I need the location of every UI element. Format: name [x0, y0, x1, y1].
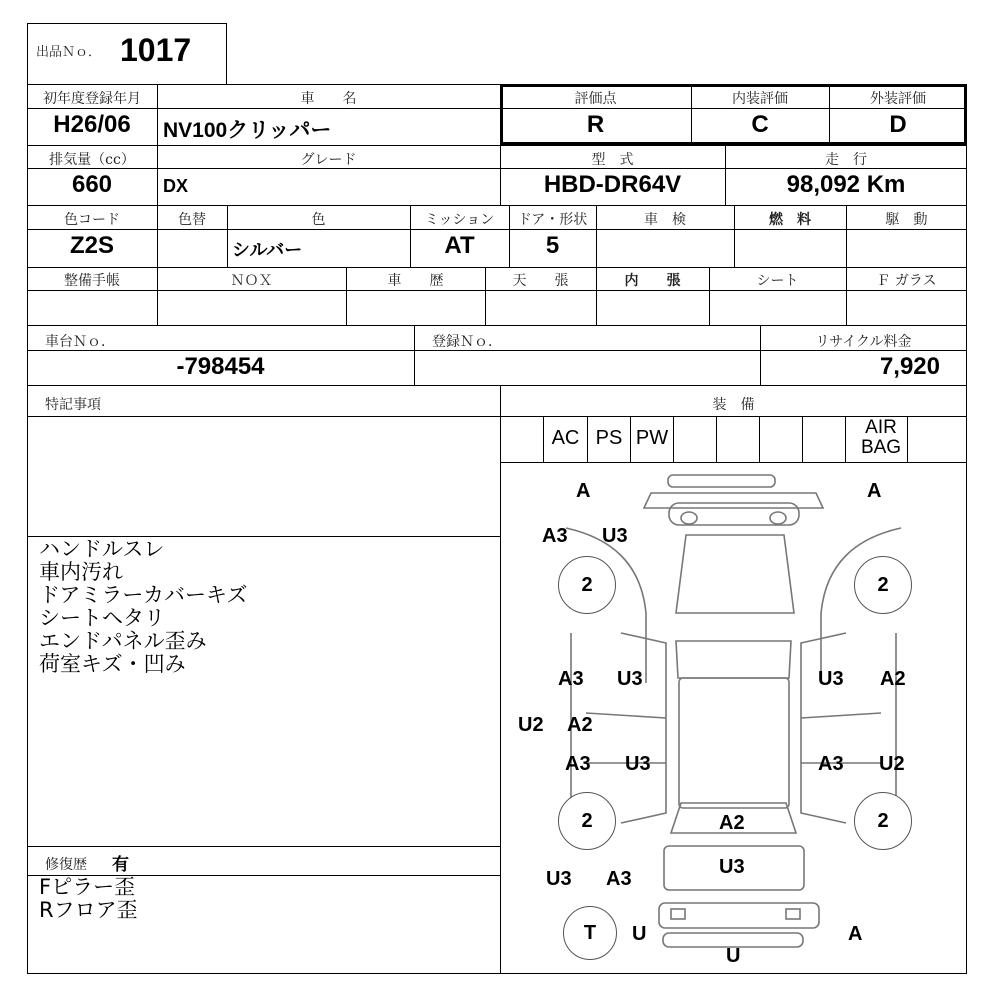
damage-mark: A2 [880, 668, 906, 690]
interior-label: 内装評価 [732, 91, 788, 107]
tire-spare: T [563, 906, 617, 960]
damage-mark: U2 [879, 753, 905, 775]
seat-label: シート [756, 273, 799, 289]
color-code-value: Z2S [69, 232, 114, 259]
grade-label: グレード [300, 152, 357, 168]
damage-mark: U2 [518, 714, 544, 736]
damage-mark: U3 [617, 668, 643, 690]
color-label: 色 [311, 212, 326, 228]
exterior-value: D [889, 111, 907, 138]
repair-label: 修復歴 [45, 857, 87, 873]
maintenance-label: 整備手帳 [64, 273, 120, 289]
nox-label: ＮＯＸ [230, 273, 273, 289]
damage-mark: U [726, 945, 741, 967]
equipment-airbag: AIR BAG [860, 417, 902, 458]
damage-mark: A3 [606, 868, 632, 890]
car-name-label: 車 名 [300, 91, 357, 107]
tire-rear-right: 2 [854, 792, 912, 850]
damage-mark: U3 [625, 753, 651, 775]
mileage-label: 走 行 [825, 152, 867, 168]
inspection-label: 車 検 [644, 212, 686, 228]
special-note-3: ドアミラーカバーキズ [39, 583, 248, 607]
damage-mark: A2 [719, 812, 745, 834]
fuel-label: 燃 料 [769, 212, 811, 228]
damage-mark: U3 [602, 525, 628, 547]
equipment-pw: PW [635, 427, 669, 449]
mission-label: ミッション [424, 212, 495, 228]
f-glass-label: Ｆ ガラス [876, 273, 937, 289]
damage-mark: A [576, 480, 591, 502]
tire-rear-left: 2 [558, 792, 616, 850]
exterior-label: 外装評価 [870, 91, 926, 107]
special-note-6: 荷室キズ・凹み [39, 652, 186, 676]
damage-mark: U3 [546, 868, 572, 890]
reg-no-label: 登録Ｎｏ． [432, 334, 502, 350]
interior-trim-label: 内 張 [624, 273, 681, 289]
history-label: 車 歴 [387, 273, 444, 289]
chassis-value: -798454 [176, 353, 265, 380]
damage-mark: A3 [565, 753, 591, 775]
damage-mark: A [867, 480, 882, 502]
drive-label: 駆 動 [885, 212, 928, 228]
model-label: 型 式 [591, 152, 634, 168]
damage-mark: U [632, 923, 647, 945]
score-value: R [586, 111, 605, 138]
repair-line-2: Rフロア歪 [39, 898, 138, 922]
damage-mark: U3 [719, 856, 745, 878]
repair-value: 有 [112, 855, 129, 875]
special-note-4: シートヘタリ [39, 606, 165, 630]
equipment-label: 装 備 [712, 397, 755, 413]
door-value: 5 [545, 232, 560, 259]
recycle-label: リサイクル料金 [815, 334, 912, 350]
equipment-ac: AC [551, 427, 580, 449]
car-name-value: NV100クリッパー [163, 119, 332, 142]
registration-value: H26/06 [53, 111, 131, 138]
color-code-label: 色コード [64, 212, 120, 228]
chassis-label: 車台Ｎｏ． [45, 334, 115, 350]
displacement-value: 660 [71, 171, 113, 198]
roof-label: 天 張 [512, 273, 569, 289]
lot-label: 出品Ｎｏ． [36, 45, 102, 60]
tire-front-left: 2 [558, 556, 616, 614]
special-note-1: ハンドルスレ [39, 537, 165, 561]
lot-number: 1017 [120, 32, 192, 68]
grade-value: DX [163, 176, 189, 196]
special-notes-label: 特記事項 [45, 397, 101, 413]
registration-label: 初年度登録年月 [43, 91, 141, 107]
special-note-2: 車内汚れ [39, 560, 123, 584]
recycle-value: 7,920 [879, 353, 940, 380]
damage-mark: A2 [567, 714, 593, 736]
color-value: シルバー [232, 240, 303, 260]
color-change-label: 色替 [178, 212, 206, 228]
damage-mark: A3 [542, 525, 568, 547]
mileage-value: 98,092 Km [786, 171, 906, 198]
special-note-5: エンドパネル歪み [39, 629, 207, 653]
repair-line-1: Fピラー歪 [39, 875, 136, 899]
interior-value: C [751, 111, 769, 138]
damage-mark: U3 [818, 668, 844, 690]
tire-front-right: 2 [854, 556, 912, 614]
damage-mark: A3 [558, 668, 584, 690]
damage-mark: A [848, 923, 863, 945]
displacement-label: 排気量（cc） [49, 152, 135, 168]
mission-value: AT [444, 232, 475, 259]
equipment-ps: PS [595, 427, 623, 449]
score-label: 評価点 [574, 91, 617, 107]
door-label: ドア・形状 [517, 212, 588, 228]
damage-mark: A3 [818, 753, 844, 775]
model-value: HBD-DR64V [543, 171, 682, 198]
